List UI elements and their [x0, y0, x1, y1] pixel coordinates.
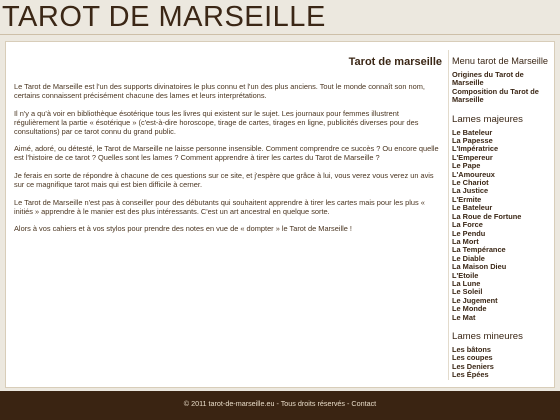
sidebar-mineure-link[interactable]: Les Épées: [452, 370, 489, 380]
sidebar-majeure-link[interactable]: Le Monde: [452, 304, 487, 314]
sidebar-mineure-item[interactable]: [452, 371, 552, 379]
sidebar-majeure-link[interactable]: La Justice: [452, 186, 489, 196]
sidebar-menu-heading: Menu tarot de Marseille: [452, 56, 549, 66]
sidebar-majeure-link[interactable]: Le Bateleur: [452, 203, 493, 213]
sidebar-majeure-link[interactable]: La Tempérance: [452, 245, 506, 255]
sidebar-majeure-link[interactable]: La Mort: [452, 236, 479, 246]
sidebar-menu-link[interactable]: Origines du Tarot de Marseille: [452, 70, 524, 88]
sidebar-mineure-link[interactable]: Les Deniers: [452, 361, 494, 371]
sidebar-majeure-item[interactable]: [452, 314, 552, 322]
content-panel: [5, 41, 555, 388]
sidebar-majeure-link[interactable]: Le Pendu: [452, 228, 486, 238]
sidebar-majeure-link[interactable]: La Force: [452, 220, 483, 230]
sidebar-mineure-link[interactable]: Les bâtons: [452, 344, 492, 354]
sidebar-menu-item[interactable]: [452, 88, 552, 105]
sidebar-majeure-link[interactable]: L'Empereur: [452, 152, 493, 162]
sidebar-majeure-link[interactable]: L'Ermite: [452, 194, 482, 204]
intro-paragraph-2: Il n'y a qu'à voir en bibliothèque ésotérique tous les livres qui existent sur le sujet. Les journaux pour femmes illustrent régulièrement la partie « ésotérique » (c'est-à-dire horoscope, tirage de cartes, tirages en ligne, publicités diverses pour des consultations) par ce tarot connu du grand public.: [14, 108, 419, 136]
sidebar-mineures-list: [452, 346, 552, 380]
sidebar-mineures-heading: Lames mineures: [452, 330, 523, 342]
sidebar: [452, 56, 552, 380]
intro-paragraph-5: Le Tarot de Marseille n'est pas à conseiller pour des débutants qui souhaitent apprendre à tirer les cartes mais pour les plus « initiés » apprendre à le manier est des plus intéressants. C'est un art ancestral en quelque sorte.: [14, 197, 425, 216]
sidebar-majeure-link[interactable]: Le Jugement: [452, 295, 498, 305]
sidebar-majeure-link[interactable]: Le Soleil: [452, 287, 483, 297]
sidebar-majeure-link[interactable]: La Roue de Fortune: [452, 211, 522, 221]
sidebar-majeure-link[interactable]: L'Amoureux: [452, 169, 495, 179]
intro-paragraph-1: Le Tarot de Marseille est l'un des supports divinatoires le plus connu et l'un des plus anciens. Tout le monde connaît son nom, certains connaissent précisément chacune des lames et leurs interprétations.: [14, 82, 425, 100]
intro-paragraph-6: Alors à vos cahiers et à vos stylos pour prendre des notes en vue de « dompter » le Tarot de Marseille !: [14, 224, 352, 234]
sidebar-majeures-section: [452, 115, 552, 322]
sidebar-majeure-link[interactable]: L'Impératrice: [452, 144, 499, 154]
intro-paragraph-4: Je ferais en sorte de répondre à chacune de ces questions sur ce site, et j'espère que grâce à lui, vous verez vous verez un avis sur ce magnifique tarot mais qui est bien difficile à cerner.: [14, 171, 434, 189]
sidebar-mineure-link[interactable]: Les coupes: [452, 353, 493, 363]
sidebar-menu-section: [452, 56, 552, 105]
sidebar-mineures-section: [452, 332, 552, 380]
sidebar-majeure-link[interactable]: Le Diable: [452, 253, 485, 263]
page-title: Tarot de marseille: [348, 56, 442, 68]
sidebar-majeure-link[interactable]: Le Pape: [452, 161, 481, 171]
sidebar-majeure-link[interactable]: La Papesse: [452, 136, 493, 146]
sidebar-majeures-list: [452, 129, 552, 322]
footer-copyright[interactable]: © 2011 tarot-de-marseille.eu - Tous droits réservés - Contact: [183, 399, 377, 408]
header-divider: [0, 34, 560, 35]
sidebar-majeure-link[interactable]: La Maison Dieu: [452, 262, 507, 272]
sidebar-majeure-link[interactable]: La Lune: [452, 278, 481, 288]
site-title: TAROT DE MARSEILLE: [2, 1, 326, 33]
footer: [0, 391, 560, 420]
sidebar-menu-link[interactable]: Composition du Tarot de Marseille: [452, 86, 539, 105]
sidebar-majeure-link[interactable]: L'Etoile: [452, 270, 479, 280]
column-divider: [448, 50, 449, 380]
sidebar-majeure-link[interactable]: Le Chariot: [452, 178, 489, 188]
sidebar-majeures-heading: Lames majeures: [452, 113, 523, 125]
sidebar-menu-list: [452, 71, 552, 105]
sidebar-majeure-link[interactable]: Le Mat: [452, 312, 476, 322]
main-content: [14, 56, 444, 243]
sidebar-menu-item[interactable]: [452, 71, 552, 88]
intro-paragraph-3: Aimé, adoré, ou détesté, le Tarot de Marseille ne laisse personne insensible. Comment comprendre ce succès ? Ou encore quelle est l'histoire de ce tarot ? Quelles sont les lames ? Comment apprendre à tirer les cartes du Tarot de Marseille ?: [14, 144, 439, 163]
sidebar-majeure-link[interactable]: Le Bateleur: [452, 127, 493, 137]
